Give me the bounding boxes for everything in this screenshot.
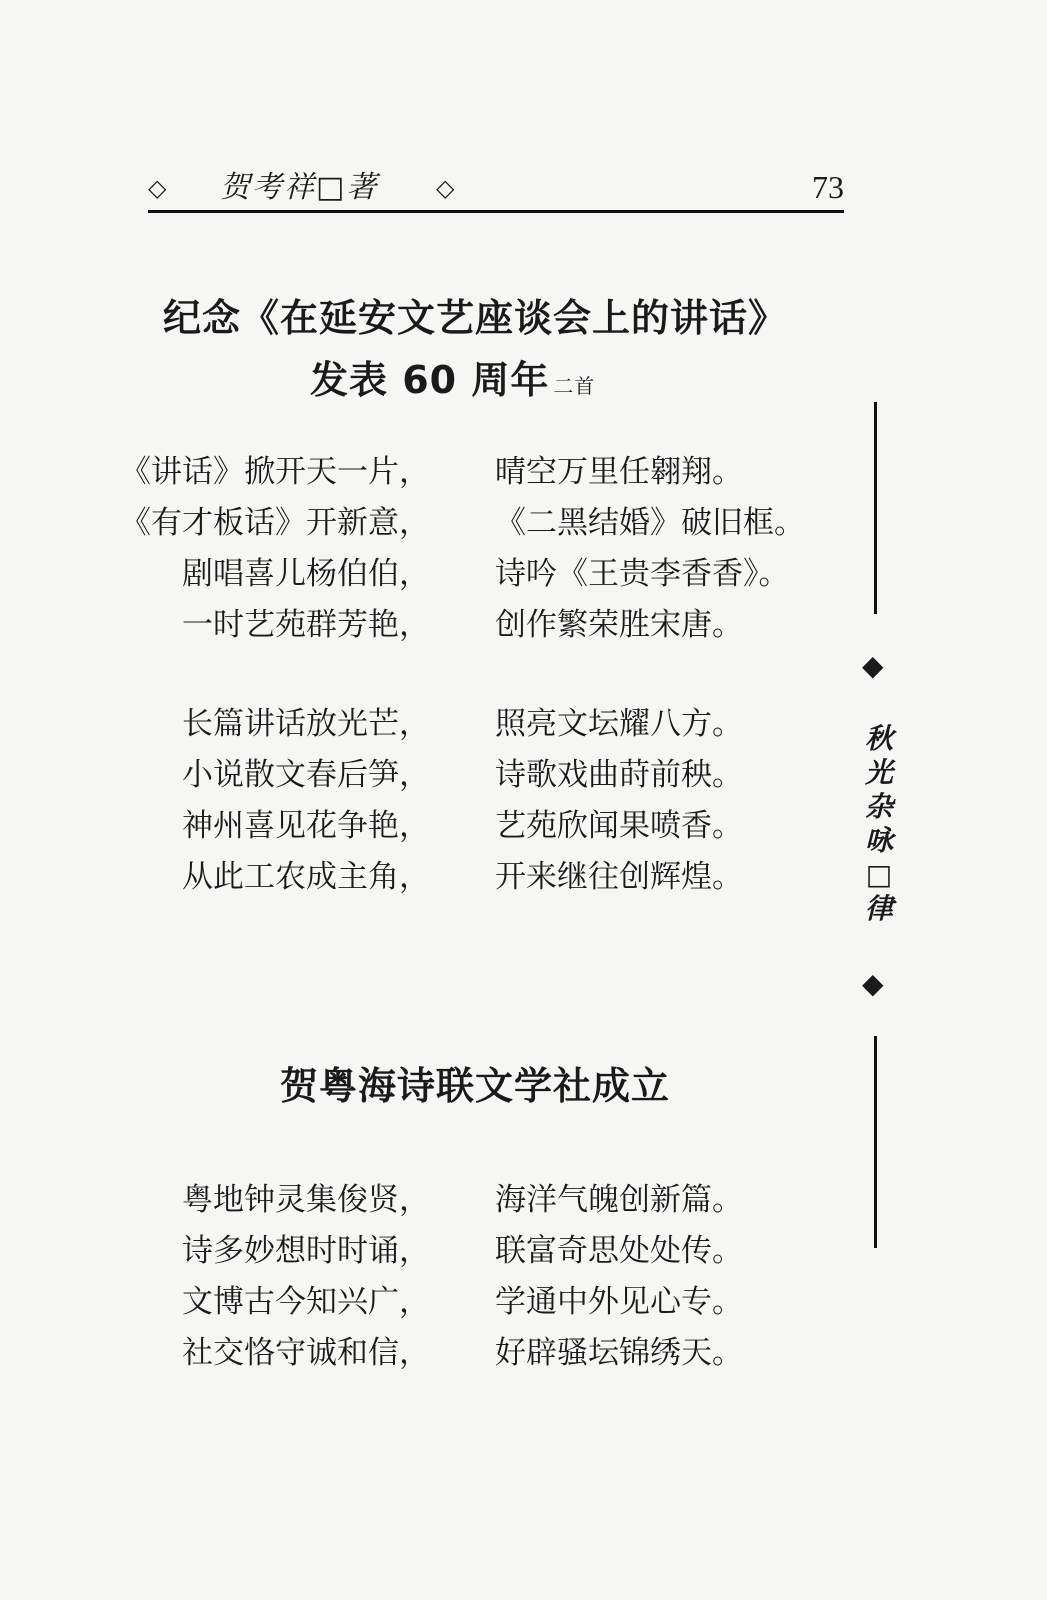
verse-left: 粤地钟灵集俊贤，	[182, 1182, 430, 1218]
verse-left: 小说散文春后笋，	[182, 757, 430, 793]
verse-left: 从此工农成主角，	[182, 859, 430, 895]
verse-left: 诗多妙想时时诵，	[182, 1233, 430, 1269]
poem1-title-line2	[310, 358, 595, 408]
verse-right: 艺苑欣闻果喷香。	[495, 808, 743, 844]
verse-right: 《二黑结婚》破旧框。	[495, 505, 805, 541]
verse-right: 晴空万里任翱翔。	[495, 454, 743, 490]
book-title: 贺考祥□著	[220, 170, 379, 205]
hollow-diamond-icon: ◇	[148, 174, 167, 202]
poem1-stanza-2	[100, 704, 820, 908]
poem1-stanza-1	[100, 452, 820, 656]
verse-left: 一时艺苑群芳艳，	[182, 607, 430, 643]
verse-right: 诗歌戏曲莳前秧。	[495, 757, 743, 793]
verse-couplet	[100, 503, 820, 554]
filled-diamond-icon: ◆	[862, 649, 884, 682]
verse-couplet	[100, 755, 820, 806]
verse-left: 长篇讲话放光芒，	[182, 706, 430, 742]
filled-diamond-icon: ◆	[862, 967, 884, 1000]
verse-couplet	[100, 1333, 820, 1384]
poem1-title-line1: 纪念《在延安文艺座谈会上的讲话》	[162, 296, 787, 340]
verse-couplet	[100, 1282, 820, 1333]
verse-couplet	[100, 1180, 820, 1231]
verse-right: 诗吟《王贵李香香》。	[495, 556, 790, 592]
verse-couplet	[100, 605, 820, 656]
poem1-title-suffix: 二首	[553, 374, 596, 398]
verse-right: 海洋气魄创新篇。	[495, 1182, 743, 1218]
verse-couplet	[100, 554, 820, 605]
verse-right: 联富奇思处处传。	[495, 1233, 743, 1269]
verse-left: 《有才板话》开新意，	[120, 505, 430, 541]
verse-left: 《讲话》掀开天一片，	[120, 454, 430, 490]
header-rule	[148, 210, 844, 213]
verse-couplet	[100, 857, 820, 908]
hollow-diamond-icon: ◇	[436, 174, 455, 202]
side-tab-rule-top	[874, 402, 877, 614]
poem1-title-main: 发表 60 周年	[310, 358, 550, 402]
verse-couplet	[100, 1231, 820, 1282]
verse-left: 文博古今知兴广，	[182, 1284, 430, 1320]
verse-left: 社交恪守诚和信，	[182, 1335, 430, 1371]
poem2-title: 贺粤海诗联文学社成立	[279, 1064, 670, 1108]
verse-couplet	[100, 704, 820, 755]
verse-right: 开来继往创辉煌。	[495, 859, 743, 895]
running-header	[148, 168, 844, 214]
verse-right: 学通中外见心专。	[495, 1284, 743, 1320]
verse-couplet	[100, 452, 820, 503]
page-number: 73	[812, 169, 844, 205]
verse-left: 剧唱喜儿杨伯伯，	[182, 556, 430, 592]
verse-right: 创作繁荣胜宋唐。	[495, 607, 743, 643]
side-tab-rule-bottom	[874, 1036, 877, 1248]
poem2-stanza	[100, 1180, 820, 1384]
verse-right: 照亮文坛耀八方。	[495, 706, 743, 742]
verse-couplet	[100, 806, 820, 857]
verse-left: 神州喜见花争艳，	[182, 808, 430, 844]
section-tab-title: 秋光杂咏□律	[864, 722, 893, 925]
verse-right: 好辟骚坛锦绣天。	[495, 1335, 743, 1371]
